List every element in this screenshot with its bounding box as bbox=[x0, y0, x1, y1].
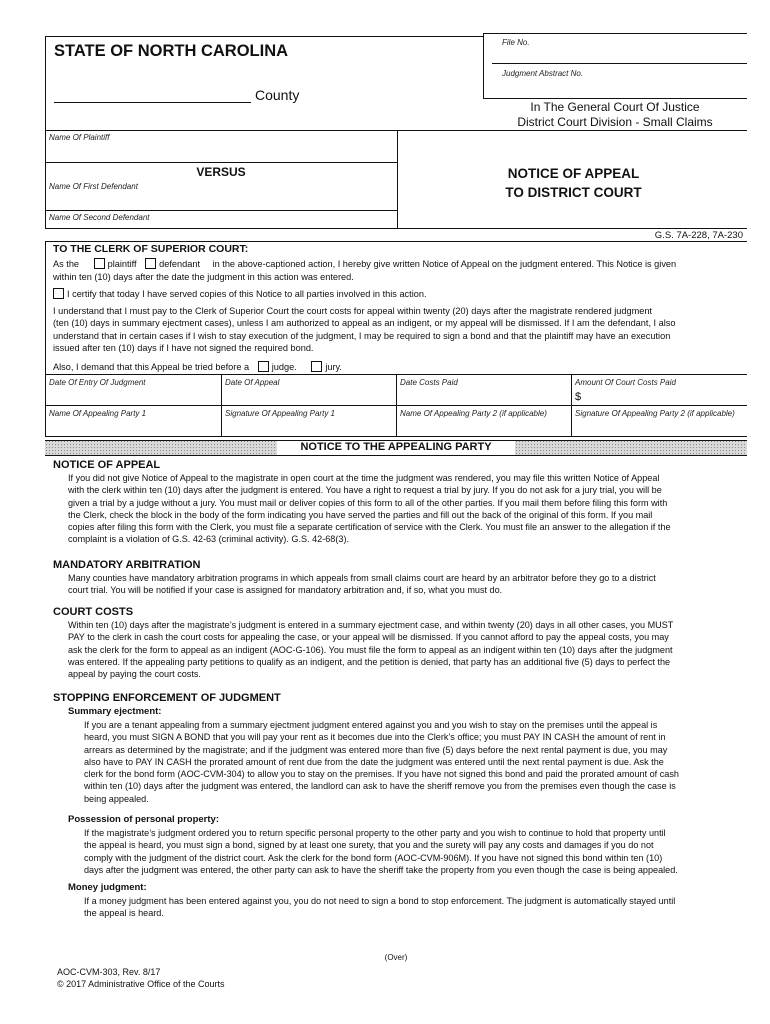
understand-line: (ten (10) days in summary ejectment cases), unless I am authorized to appeal as an indigent, or my appeal will be dismissed. If I am the defendant, I also bbox=[53, 318, 676, 329]
paragraph-line: within ten (10) days after the judgment was entered, the landlord can ask to have the sheriff remove you from the premises even though the case is bbox=[84, 781, 676, 792]
notice-of-appeal-body bbox=[68, 472, 748, 546]
stopping-enforcement-heading: STOPPING ENFORCEMENT OF JUDGMENT bbox=[53, 692, 281, 704]
paragraph-line: arrears as determined by the magistrate; and if the judgment was entered more than five (5) days before the next rental payment is due, you may bbox=[84, 744, 668, 755]
appeal-statement-text: in the above-captioned action, I hereby give written Notice of Appeal on the judgment entered. This Notice is given bbox=[212, 259, 677, 269]
over-note: (Over) bbox=[384, 953, 408, 962]
form-footer bbox=[57, 966, 225, 990]
paragraph-line: being appealed. bbox=[84, 793, 149, 804]
paragraph-line: complaint is a violation of G.S. 42-63 (criminal activity). G.S. 42-68(3). bbox=[68, 534, 350, 545]
appealing-party-1-name-field[interactable] bbox=[46, 420, 221, 435]
second-defendant-label: Name Of Second Defendant bbox=[49, 213, 150, 222]
mandatory-arbitration-heading: MANDATORY ARBITRATION bbox=[53, 559, 201, 571]
demand-text: Also, I demand that this Appeal be tried before a bbox=[53, 362, 250, 372]
court-line-2: District Court Division - Small Claims bbox=[517, 114, 713, 129]
notice-banner-title: NOTICE TO THE APPEALING PARTY bbox=[300, 441, 492, 453]
paragraph-line: If you did not give Notice of Appeal to the magistrate in open court at the time the judgment was rendered, you may file this written Notice of Appeal bbox=[68, 473, 660, 483]
appealing-party-1-name-label: Name Of Appealing Party 1 bbox=[49, 409, 147, 418]
money-judgment-body bbox=[84, 895, 748, 920]
paragraph-line: given a trial by a judge without a jury. You must mail or deliver copies of this form to all of the other parties. If you mail them before filing this form with bbox=[68, 497, 668, 508]
form-id: AOC-CVM-303, Rev. 8/17 bbox=[57, 967, 161, 977]
copyright: © 2017 Administrative Office of the Courts bbox=[57, 979, 225, 989]
banner-shading-left bbox=[45, 440, 277, 455]
summary-ejectment-heading: Summary ejectment: bbox=[68, 706, 162, 717]
banner-shading-right bbox=[515, 440, 747, 455]
dollar-sign: $ bbox=[575, 391, 582, 403]
certify-row bbox=[53, 288, 427, 300]
header-top-rule bbox=[45, 36, 483, 37]
defendant-checkbox[interactable] bbox=[145, 258, 156, 269]
second-defendant-field[interactable] bbox=[45, 228, 747, 229]
file-box-top-rule bbox=[483, 33, 747, 34]
amount-costs-paid-field[interactable] bbox=[584, 389, 744, 404]
plaintiff-option-label: plaintiff bbox=[107, 259, 137, 269]
date-of-appeal-label: Date Of Appeal bbox=[225, 378, 280, 387]
appealing-party-2-name-field[interactable] bbox=[397, 420, 571, 435]
paragraph-line: comply with the judgment of the district court. Ask the clerk for the bond form (AOC-CVM-906M). If you have not signed this bond within ten (10) bbox=[84, 852, 663, 863]
appealing-party-1-signature-field[interactable] bbox=[222, 420, 396, 435]
judgment-abstract-field[interactable] bbox=[483, 98, 747, 99]
judge-checkbox[interactable] bbox=[258, 361, 269, 372]
understand-line: understand that in certain cases if I wish to stay execution of the judgment, I may be required to sign a bond and that the plaintiff may have an execution bbox=[53, 330, 671, 341]
paragraph-line: was entered. If the appealing party petitions to qualify as an indigent, and the petition is denied, that party has an additional five (5) days to perfect the bbox=[68, 656, 671, 667]
court-division bbox=[483, 100, 747, 129]
appeal-statement bbox=[53, 258, 676, 270]
clerk-heading: TO THE CLERK OF SUPERIOR COURT: bbox=[53, 243, 249, 255]
county-label: County bbox=[255, 87, 300, 103]
notice-of-appeal-heading: NOTICE OF APPEAL bbox=[53, 459, 161, 471]
court-line-1: In The General Court Of Justice bbox=[530, 100, 700, 114]
paragraph-line: PAY to the clerk in cash the court costs for appealing the case, or your appeal will be dismissed. If you cannot afford to pay the appeal costs, you may bbox=[68, 632, 669, 643]
clerk-section-rule bbox=[45, 241, 747, 242]
paragraph-line: the appeal is heard, you must sign a bond, signed by at least one surety, that you and the surety will pay any costs and damages if you do not bbox=[84, 840, 654, 851]
paragraph-line: the appeal is heard. bbox=[84, 908, 164, 919]
paragraph-line: If the magistrate’s judgment ordered you to return specific personal property to the other party and you wish to continue to hold that property until bbox=[84, 828, 666, 838]
appealing-party-2-name-label: Name Of Appealing Party 2 (if applicable) bbox=[400, 409, 547, 418]
appealing-party-2-signature-field[interactable] bbox=[572, 420, 747, 435]
form-title-line-2: TO DISTRICT COURT bbox=[505, 185, 642, 200]
date-costs-paid-field[interactable] bbox=[397, 389, 571, 404]
appealing-party-1-signature-label: Signature Of Appealing Party 1 bbox=[225, 409, 335, 418]
file-no-label: File No. bbox=[502, 38, 530, 47]
plaintiff-label: Name Of Plaintiff bbox=[49, 133, 110, 142]
judge-option-label: judge. bbox=[271, 362, 297, 372]
understand-line: I understand that I must pay to the Clerk of Superior Court the court costs for appeal within twenty (20) days after the magistrate rendered judgment bbox=[53, 306, 653, 316]
understand-line: issued after ten (10) days if I have not signed the required bond. bbox=[53, 342, 314, 353]
header-left-border bbox=[45, 36, 46, 130]
statute-reference: G.S. 7A-228, 7A-230 bbox=[654, 230, 743, 241]
banner-bottom-rule bbox=[45, 455, 747, 456]
amount-costs-paid-label: Amount Of Court Costs Paid bbox=[575, 378, 676, 387]
mandatory-arbitration-body bbox=[68, 572, 748, 597]
judgment-abstract-label: Judgment Abstract No. bbox=[502, 69, 584, 78]
jury-option-label: jury. bbox=[325, 362, 342, 372]
parties-divider bbox=[397, 130, 398, 228]
state-title: STATE OF NORTH CAROLINA bbox=[54, 42, 289, 60]
plaintiff-checkbox[interactable] bbox=[94, 258, 105, 269]
money-judgment-heading: Money judgment: bbox=[68, 882, 147, 893]
understand-paragraph bbox=[53, 305, 743, 354]
date-of-appeal-field[interactable] bbox=[222, 389, 396, 404]
form-title bbox=[400, 164, 747, 202]
date-entry-judgment-field[interactable] bbox=[46, 389, 221, 404]
versus-label: VERSUS bbox=[196, 165, 246, 179]
jury-checkbox[interactable] bbox=[311, 361, 322, 372]
appeal-statement-line-2: within ten (10) days after the date the judgment in this action was entered. bbox=[53, 272, 354, 282]
certify-text: I certify that today I have served copies of this Notice to all parties involved in this action. bbox=[67, 289, 427, 299]
court-costs-heading: COURT COSTS bbox=[53, 606, 134, 618]
file-box-left-border bbox=[483, 33, 484, 99]
county-line[interactable] bbox=[54, 102, 251, 103]
court-costs-body bbox=[68, 619, 748, 680]
certify-checkbox[interactable] bbox=[53, 288, 64, 299]
possession-property-heading: Possession of personal property: bbox=[68, 814, 219, 825]
demand-row bbox=[53, 361, 342, 373]
paragraph-line: If you are a tenant appealing from a summary ejectment judgment entered against you and you wish to stay on the premises until the appeal is bbox=[84, 720, 658, 730]
paragraph-line: appeal by paying the court costs. bbox=[68, 669, 201, 680]
appealing-party-2-signature-label: Signature Of Appealing Party 2 (if applicable) bbox=[575, 409, 735, 418]
date-entry-judgment-label: Date Of Entry Of Judgment bbox=[49, 378, 146, 387]
paragraph-line: with the clerk within ten (10) days after the judgment is entered. You have a right to request a trial by jury. If you do not ask for a jury trial, you will be bbox=[68, 485, 662, 496]
paragraph-line: clerk for the bond form (AOC-CVM-304) to allow you to stay on the premises. If you have not signed this bond and paid the prorated amount of cash bbox=[84, 769, 679, 780]
defendant-option-label: defendant bbox=[159, 259, 200, 269]
parties-top-rule bbox=[45, 130, 747, 131]
parties-left-border bbox=[45, 130, 46, 228]
date-costs-paid-label: Date Costs Paid bbox=[400, 378, 458, 387]
clerk-section-left-border bbox=[45, 241, 46, 374]
file-no-field[interactable] bbox=[492, 63, 747, 64]
paragraph-line: If a money judgment has been entered against you, you do not need to sign a bond to stop enforcement. The judgment is automatically stayed until bbox=[84, 896, 676, 906]
paragraph-line: days after the judgment was entered, the other party can ask to have the sheriff take the property from you even though the case is being appealed. bbox=[84, 864, 678, 875]
paragraph-line: the Clerk, check the block in the body of the form indicating you have served the parties and fill out the back of the original of this form. If you mail bbox=[68, 509, 653, 520]
paragraph-line: copies after filing this form with the Clerk, you must file a separate certification of service with the Clerk. You must file an answer to the allegation if the bbox=[68, 522, 671, 533]
paragraph-line: ask the clerk for the form to appeal as an indigent (AOC-G-106). You must file the form to appeal as an indigent within ten (10) days after the judgment bbox=[68, 644, 673, 655]
form-title-line-1: NOTICE OF APPEAL bbox=[507, 166, 640, 181]
possession-property-body bbox=[84, 827, 748, 876]
as-the-label: As the bbox=[53, 259, 80, 269]
paragraph-line: also have to PAY IN CASH the prorated amount of rent due from the date the judgment was entered until the next rental payment is due. Ask the bbox=[84, 756, 664, 767]
paragraph-line: court trial. You will be notified if your case is assigned for mandatory arbitration and, if so, what you must do. bbox=[68, 585, 503, 596]
summary-ejectment-body bbox=[84, 719, 748, 805]
paragraph-line: Within ten (10) days after the magistrate’s judgment is entered in a summary ejectment case, and within twenty (20) days in all other cases, you MUST bbox=[68, 620, 674, 630]
paragraph-line: Many counties have mandatory arbitration programs in which appeals from small claims court are heard by an arbitrator before they go to a district bbox=[68, 573, 656, 583]
paragraph-line: heard, you must SIGN A BOND that you will pay your rent as it becomes due into the Clerk’s office; you must PAY IN CASH the amount of rent in bbox=[84, 732, 666, 743]
grid-bottom-rule bbox=[45, 436, 747, 437]
plaintiff-field[interactable] bbox=[45, 162, 397, 163]
first-defendant-field[interactable] bbox=[45, 210, 397, 211]
first-defendant-label: Name Of First Defendant bbox=[49, 182, 138, 191]
